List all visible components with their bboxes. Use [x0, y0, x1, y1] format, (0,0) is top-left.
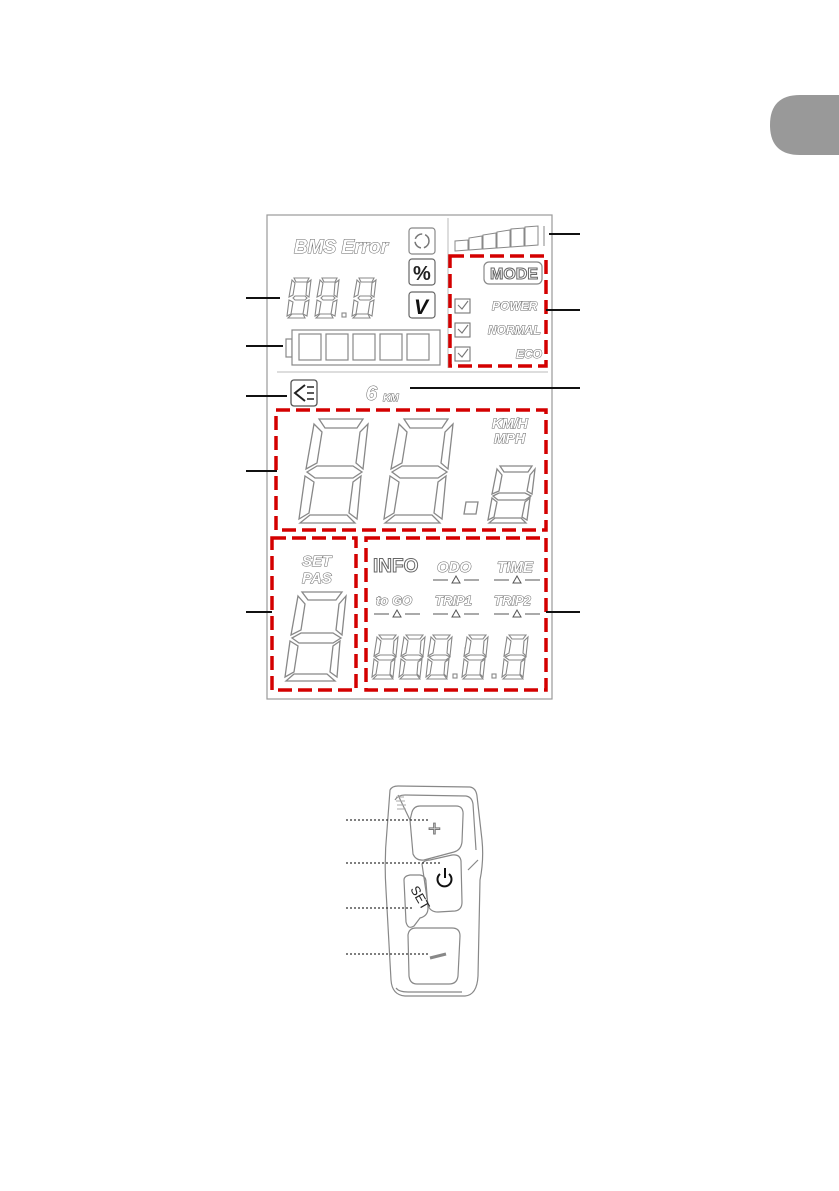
mode-checkboxes: [455, 299, 470, 361]
power-level-bars: [455, 226, 544, 251]
speed-unit-kmh: KM/H: [492, 415, 528, 431]
battery-gauge: [286, 330, 440, 365]
pas-label: PAS: [302, 570, 332, 587]
info-trip2: TRIP2: [494, 593, 531, 608]
info-trip1: TRIP1: [435, 593, 472, 608]
sync-icon: [409, 228, 435, 254]
info-digits: [372, 635, 528, 679]
info-to-go: to GO: [376, 593, 413, 608]
percent-symbol: %: [413, 263, 431, 285]
set-button-label: SET: [407, 883, 434, 913]
plus-icon: +: [428, 816, 441, 841]
info-time: TIME: [497, 559, 533, 576]
speed-unit-mph: MPH: [494, 430, 526, 446]
mode-power: POWER: [492, 299, 538, 313]
button-plus[interactable]: [428, 816, 441, 841]
minus-icon: [430, 954, 446, 958]
button-minus[interactable]: [430, 954, 446, 958]
button-power[interactable]: [438, 868, 452, 886]
pas-digit: [285, 592, 346, 681]
mode-normal: NORMAL: [488, 323, 541, 337]
volt-symbol: V: [414, 296, 429, 319]
walk-km-unit: KM: [383, 393, 399, 404]
mode-label: MODE: [490, 266, 538, 283]
chapter-tab: [770, 95, 839, 155]
walk-km-value: 6: [366, 383, 378, 405]
info-label: INFO: [373, 556, 419, 577]
battery-voltage-digits: [287, 278, 376, 318]
bms-error-label: BMS Error: [294, 237, 388, 258]
info-odo: ODO: [437, 559, 472, 576]
set-label: SET: [302, 553, 332, 570]
mode-eco: ECO: [516, 347, 543, 361]
